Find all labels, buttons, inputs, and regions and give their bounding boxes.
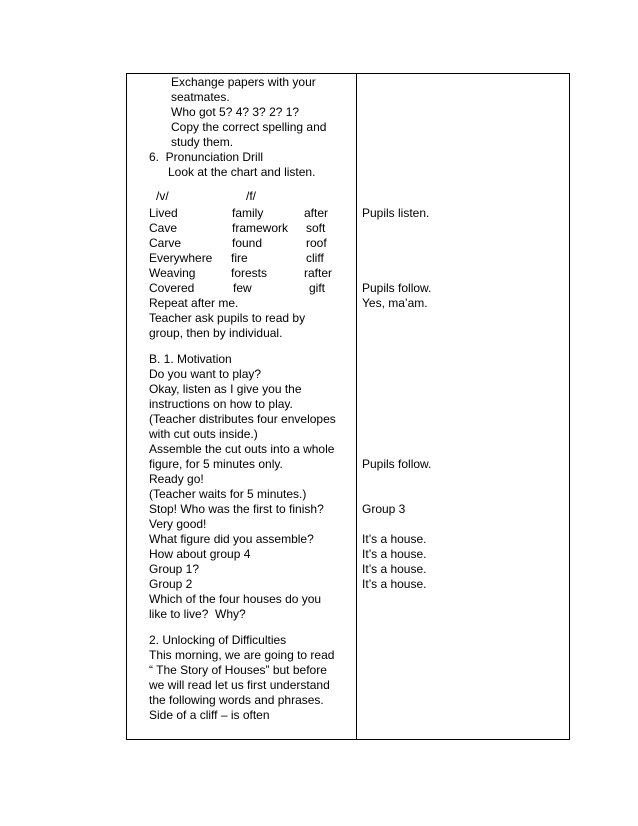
left-line: Which of the four houses do you (149, 592, 322, 606)
left-line: Side of a cliff – is often (149, 708, 270, 722)
section-heading: 6. Pronunciation Drill (149, 150, 264, 164)
word-cell: Weaving (149, 266, 196, 280)
left-line: Teacher ask pupils to read by (149, 311, 306, 325)
left-line: What figure did you assemble? (149, 532, 314, 546)
word-cell: forests (231, 266, 268, 280)
word-cell: Covered (149, 281, 195, 295)
phoneme-v-header: /v/ (156, 189, 169, 203)
word-cell: Carve (149, 236, 182, 250)
left-line: seatmates. (171, 90, 230, 104)
left-line: Group 2 (149, 577, 193, 591)
word-cell: Lived (149, 206, 178, 220)
left-line: with cut outs inside.) (149, 427, 258, 441)
left-line: Very good! (149, 517, 207, 531)
left-line: figure, for 5 minutes only. (149, 457, 283, 471)
left-line: group, then by individual. (149, 326, 283, 340)
word-cell: Cave (149, 221, 178, 235)
word-cell: cliff (306, 251, 324, 265)
left-line: we will read let us first understand (149, 678, 330, 692)
left-line: How about group 4 (149, 547, 251, 561)
left-line: (Teacher waits for 5 minutes.) (149, 487, 307, 501)
left-line: Repeat after me. (149, 296, 239, 310)
left-line: Who got 5? 4? 3? 2? 1? (171, 105, 300, 119)
left-line: the following words and phrases. (149, 693, 324, 707)
left-line: study them. (171, 135, 234, 149)
left-line: Okay, listen as I give you the (149, 382, 302, 396)
left-line: This morning, we are going to read (149, 648, 335, 662)
word-cell: after (304, 206, 329, 220)
section-heading: B. 1. Motivation (149, 352, 232, 366)
pupil-response: It’s a house. (362, 547, 427, 561)
pupil-response: Pupils follow. (362, 281, 432, 295)
pupil-response: It’s a house. (362, 577, 427, 591)
word-cell: found (232, 236, 263, 250)
phoneme-f-header: /f/ (246, 189, 257, 203)
left-line: Look at the chart and listen. (168, 165, 316, 179)
left-line: Copy the correct spelling and (171, 120, 327, 134)
word-cell: gift (309, 281, 326, 295)
left-line: Stop! Who was the first to finish? (149, 502, 324, 516)
column-divider (356, 73, 357, 740)
pupil-response: Pupils listen. (362, 206, 430, 220)
left-line: Assemble the cut outs into a whole (149, 442, 335, 456)
word-cell: framework (232, 221, 289, 235)
left-line: instructions on how to play. (149, 397, 293, 411)
section-heading: 2. Unlocking of Difficulties (149, 633, 287, 647)
word-cell: fire (231, 251, 248, 265)
pupil-response: It’s a house. (362, 532, 427, 546)
pupil-response: Yes, ma’am. (362, 296, 428, 310)
left-line: Exchange papers with your (171, 75, 316, 89)
word-cell: soft (306, 221, 326, 235)
word-cell: rafter (304, 266, 333, 280)
pupil-response: It’s a house. (362, 562, 427, 576)
left-line: Ready go! (149, 472, 204, 486)
left-line: like to live? Why? (149, 607, 246, 621)
left-line: Do you want to play? (149, 367, 262, 381)
left-line: “ The Story of Houses” but before (149, 663, 327, 677)
word-cell: Everywhere (149, 251, 213, 265)
word-cell: few (233, 281, 252, 295)
pupil-response: Pupils follow. (362, 457, 432, 471)
left-line: (Teacher distributes four envelopes (149, 412, 336, 426)
left-line: Group 1? (149, 562, 200, 576)
word-cell: family (232, 206, 264, 220)
word-cell: roof (306, 236, 327, 250)
pupil-response: Group 3 (362, 502, 406, 516)
